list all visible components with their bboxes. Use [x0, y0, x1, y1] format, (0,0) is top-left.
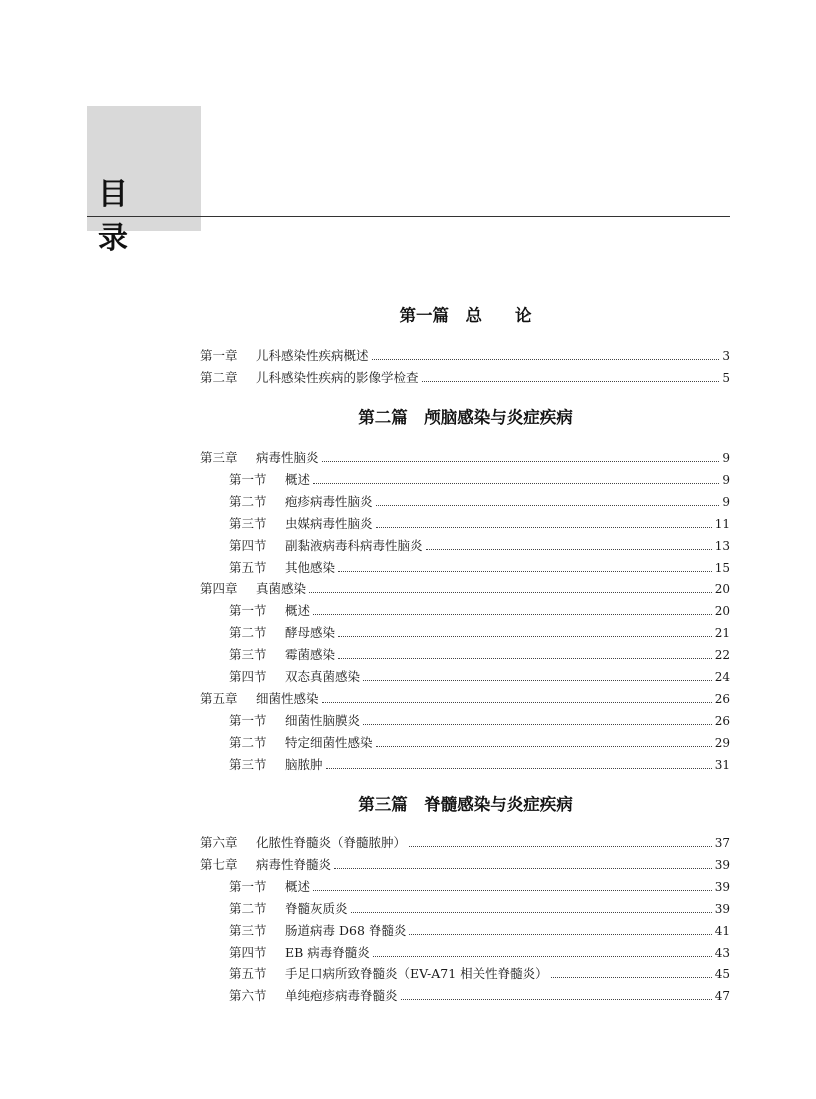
entry-number: 第五章 — [200, 690, 238, 706]
entry-title: 疱疹病毒性脑炎 — [285, 493, 373, 509]
entry-title: 真菌感染 — [256, 581, 307, 597]
page-number: 20 — [714, 604, 730, 619]
entry-title: 病毒性脑炎 — [256, 450, 319, 465]
entry-title: 儿科感染性疾病的影像学检查 — [256, 369, 419, 385]
page-number: 3 — [722, 349, 730, 363]
toc-section-entry[interactable] — [229, 942, 730, 964]
entry-title: 酵母感染 — [285, 625, 336, 641]
entry-number: 第三节 — [229, 922, 267, 938]
toc-section-entry[interactable] — [229, 644, 730, 666]
entry-number: 第六节 — [229, 988, 267, 1004]
page-number: 39 — [714, 857, 730, 872]
entry-number: 第四节 — [229, 537, 267, 553]
entry-title: 概述 — [285, 603, 311, 619]
title-rule — [87, 216, 730, 217]
entry-title: 化脓性脊髓炎（脊髓脓肿） — [256, 835, 407, 850]
toc-chapter-entry[interactable] — [200, 578, 730, 600]
page-number: 26 — [714, 691, 730, 706]
dot-leader — [401, 998, 712, 1000]
entry-number: 第五节 — [229, 559, 267, 575]
entry-title: 脑脓肿 — [285, 756, 323, 772]
toc-section-entry[interactable] — [229, 754, 730, 776]
dot-leader — [334, 867, 712, 869]
toc-section-entry[interactable] — [229, 985, 730, 1007]
page-number: 37 — [714, 836, 730, 850]
entry-title: 儿科感染性疾病概述 — [256, 348, 369, 363]
entry-title: 双态真菌感染 — [285, 669, 361, 684]
page-number: 39 — [714, 879, 730, 894]
dot-leader — [409, 933, 711, 935]
part-title: 第一篇 总 论 — [399, 306, 532, 325]
entry-number: 第七章 — [200, 856, 238, 872]
page-number: 45 — [714, 967, 730, 982]
entry-title: 概述 — [285, 878, 311, 894]
part-title: 第二篇 颅脑感染与炎症疾病 — [358, 408, 573, 427]
entry-title: 霉菌感染 — [285, 647, 336, 663]
entry-number: 第六章 — [200, 835, 238, 850]
entry-title: 肠道病毒 D68 脊髓炎 — [285, 922, 407, 938]
toc-section-entry[interactable] — [229, 513, 730, 535]
page-number: 20 — [714, 582, 730, 597]
toc-section-entry[interactable] — [229, 876, 730, 898]
dot-leader — [426, 548, 712, 550]
page-number: 47 — [714, 989, 730, 1004]
entry-title: 单纯疱疹病毒脊髓炎 — [285, 988, 398, 1004]
entry-title: EB 病毒脊髓炎 — [285, 944, 370, 960]
entry-number: 第二节 — [229, 493, 267, 509]
toc-section-entry[interactable] — [229, 963, 730, 985]
page-number: 13 — [714, 538, 730, 553]
dot-leader — [409, 845, 712, 847]
toc-section-entry[interactable] — [229, 898, 730, 920]
dot-leader — [338, 635, 712, 637]
entry-title: 特定细菌性感染 — [285, 734, 373, 750]
toc-section-entry[interactable] — [229, 535, 730, 557]
toc-chapter-entry[interactable] — [200, 367, 730, 389]
entry-title: 概述 — [285, 471, 311, 487]
dot-leader — [313, 482, 719, 484]
toc-section-entry[interactable] — [229, 732, 730, 754]
toc-chapter-entry[interactable] — [200, 688, 730, 710]
dot-leader — [309, 591, 712, 593]
dot-leader — [326, 767, 712, 769]
entry-number: 第一节 — [229, 471, 267, 487]
entry-number: 第五节 — [229, 966, 267, 982]
entry-number: 第二章 — [200, 369, 238, 385]
page-number: 21 — [714, 626, 730, 641]
entry-number: 第三节 — [229, 647, 267, 663]
page-number: 24 — [714, 670, 730, 684]
page-title: 目 录 — [98, 177, 152, 256]
entry-title: 副黏液病毒科病毒性脑炎 — [285, 537, 423, 553]
dot-leader — [551, 976, 712, 978]
part-title: 第三篇 脊髓感染与炎症疾病 — [358, 795, 573, 814]
entry-number: 第一章 — [200, 348, 238, 363]
dot-leader — [376, 526, 712, 528]
dot-leader — [363, 679, 712, 681]
entry-number: 第四节 — [229, 944, 267, 960]
entry-number: 第四节 — [229, 669, 267, 684]
entry-title: 细菌性感染 — [256, 690, 319, 706]
page-number: 31 — [714, 757, 730, 772]
entry-number: 第二节 — [229, 734, 267, 750]
page-number: 39 — [714, 901, 730, 916]
entry-title: 虫媒病毒性脑炎 — [285, 515, 373, 531]
dot-leader — [372, 358, 720, 360]
page-number: 29 — [714, 735, 730, 750]
toc-section-entry[interactable] — [229, 557, 730, 579]
page-number: 41 — [714, 923, 730, 938]
toc-chapter-entry[interactable] — [200, 345, 730, 367]
page-number: 22 — [714, 648, 730, 663]
toc-section-entry[interactable] — [229, 920, 730, 942]
toc-chapter-entry[interactable] — [200, 854, 730, 876]
dot-leader — [338, 657, 712, 659]
dot-leader — [351, 911, 712, 913]
entry-number: 第三章 — [200, 450, 238, 465]
toc-chapter-entry[interactable] — [200, 832, 730, 854]
page-number: 15 — [714, 560, 730, 575]
entry-number: 第一节 — [229, 712, 267, 728]
entry-number: 第一节 — [229, 878, 267, 894]
dot-leader — [376, 504, 720, 506]
entry-title: 病毒性脊髓炎 — [256, 856, 332, 872]
entry-number: 第三节 — [229, 515, 267, 531]
entry-number: 第二节 — [229, 900, 267, 916]
entry-title: 脊髓灰质炎 — [285, 900, 348, 916]
toc-section-entry[interactable] — [229, 491, 730, 513]
dot-leader — [376, 745, 712, 747]
entry-number: 第四章 — [200, 581, 238, 597]
dot-leader — [313, 613, 712, 615]
entry-title: 手足口病所致脊髓炎（EV-A71 相关性脊髓炎） — [285, 966, 548, 982]
page-number: 26 — [714, 713, 730, 728]
dot-leader — [322, 460, 720, 462]
page-number: 9 — [722, 472, 730, 487]
dot-leader — [373, 955, 712, 957]
page-number: 43 — [714, 945, 730, 960]
page-number: 11 — [714, 516, 730, 531]
toc-section-entry[interactable] — [229, 622, 730, 644]
dot-leader — [322, 701, 712, 703]
toc-chapter-entry[interactable] — [200, 447, 730, 469]
toc-section-entry[interactable] — [229, 666, 730, 688]
dot-leader — [338, 570, 712, 572]
page-number: 9 — [722, 494, 730, 509]
dot-leader — [363, 723, 712, 725]
page-number: 9 — [722, 451, 730, 465]
entry-number: 第一节 — [229, 603, 267, 619]
toc-section-entry[interactable] — [229, 600, 730, 622]
toc-section-entry[interactable] — [229, 710, 730, 732]
toc-section-entry[interactable] — [229, 469, 730, 491]
dot-leader — [313, 889, 712, 891]
entry-title: 细菌性脑膜炎 — [285, 712, 361, 728]
page-number: 5 — [722, 370, 730, 385]
entry-number: 第三节 — [229, 756, 267, 772]
entry-title: 其他感染 — [285, 559, 336, 575]
entry-number: 第二节 — [229, 625, 267, 641]
dot-leader — [422, 380, 720, 382]
